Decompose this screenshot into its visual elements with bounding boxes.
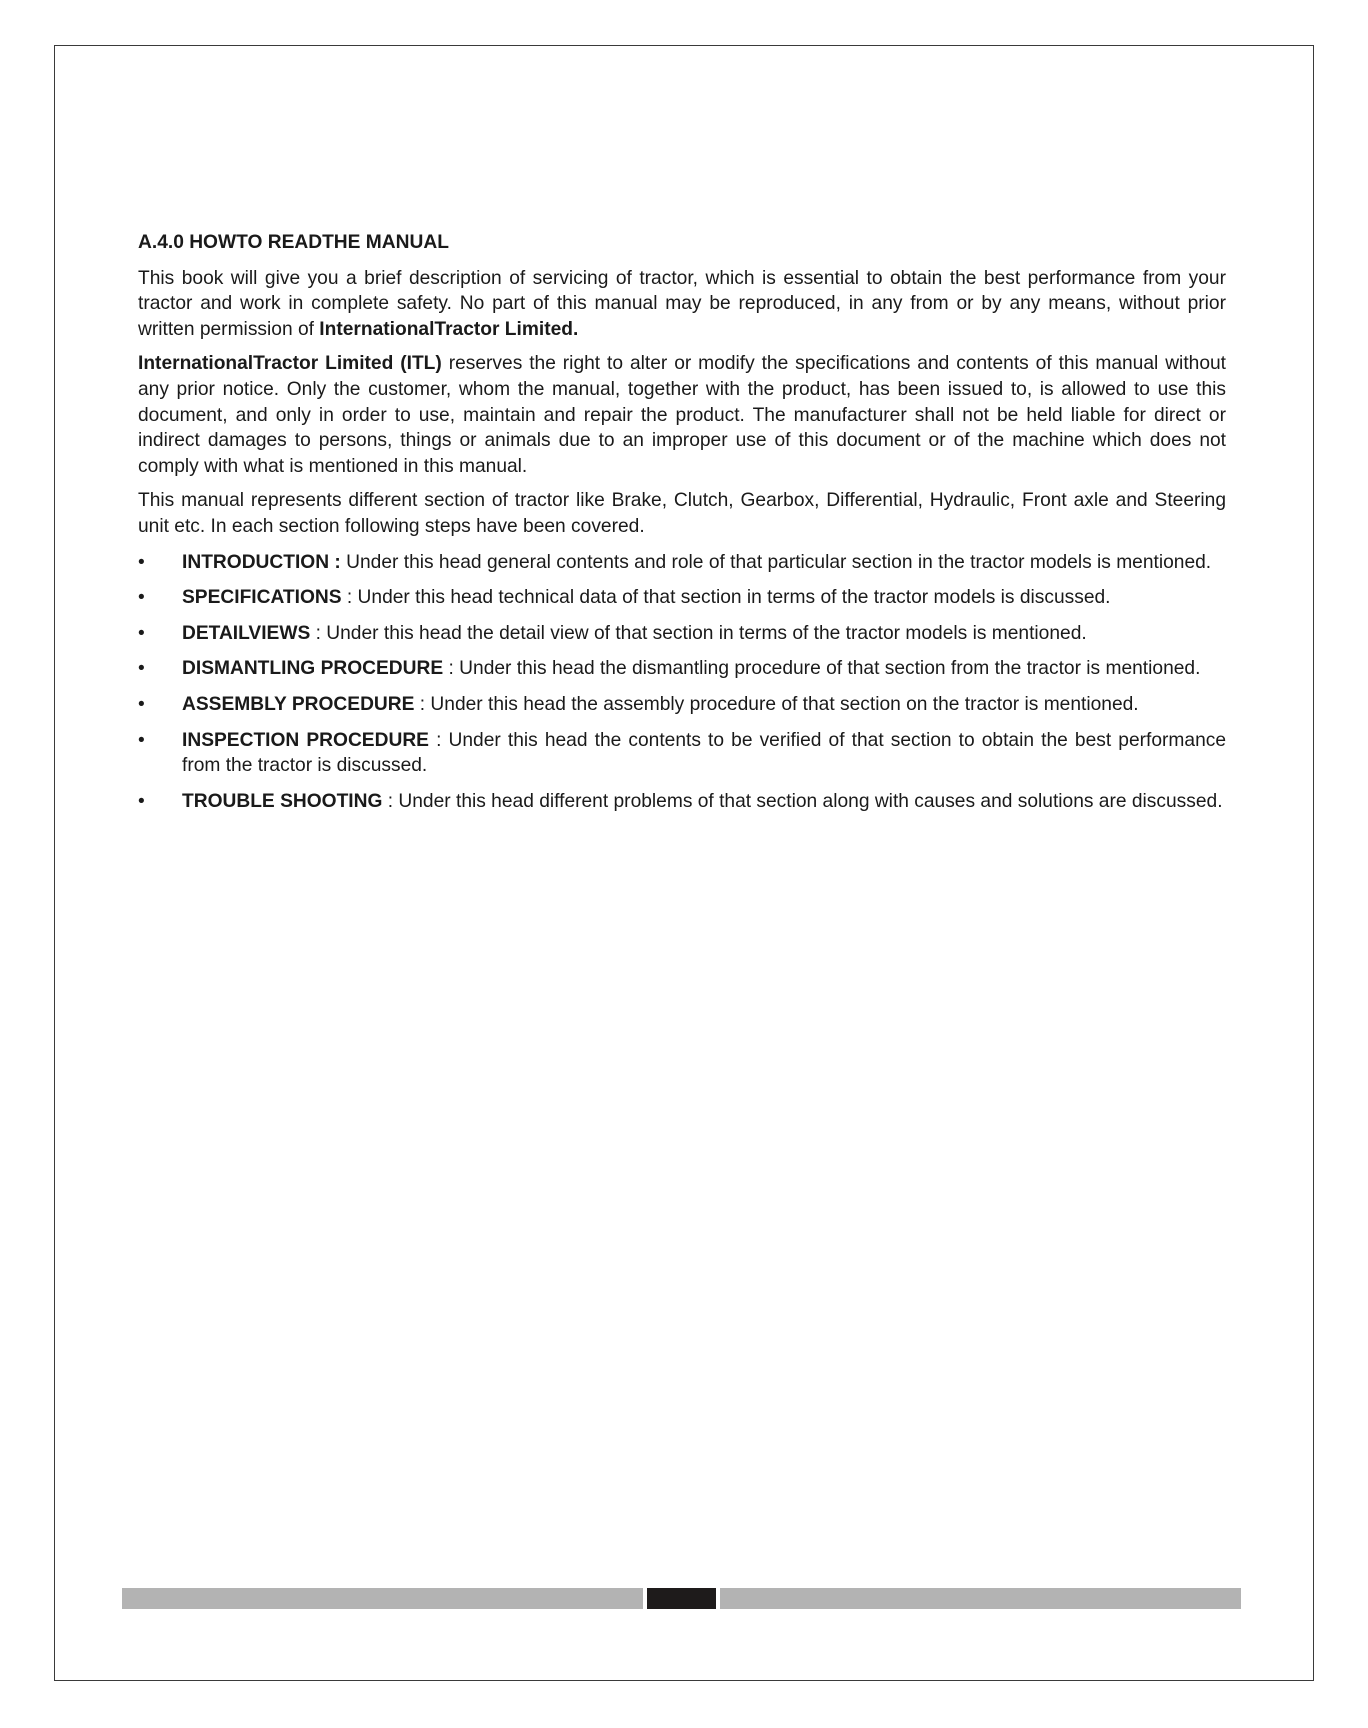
step-title: DISMANTLING PROCEDURE [182,658,444,680]
list-item [138,585,1226,611]
section-heading: A.4.0 HOWTO READTHE MANUAL [138,232,449,253]
steps-list [138,550,1226,815]
bullet: • [138,587,145,609]
footer-bar-right [720,1588,1241,1609]
footer-bar-left [122,1588,643,1609]
paragraph-rights-text: reserves the right to alter or modify the specifications and contents of this manual without any prior notice. Only the customer, whom the manual, together with the product, has been issued to, is allowed to use this document, and only in order to use, maintain and repair the product. The manufacturer shall not be held liable for direct or indirect damages to persons, things or animals due to an improper use of this document or of the machine which does not comply with what is mentioned in this manual. [138,353,1226,477]
step-title: INTRODUCTION : [182,551,341,573]
bullet: • [138,693,145,715]
bullet: • [138,551,145,573]
paragraph-intro [138,266,1226,343]
list-item [138,550,1226,576]
list-item [138,728,1226,779]
step-title: ASSEMBLY PROCEDURE [182,693,415,715]
company-name-itl-bold: InternationalTractor Limited (ITL) [138,353,442,375]
list-item [138,692,1226,718]
footer-page-block [647,1588,716,1609]
step-text: Under this head general contents and role of that particular section in the tractor models is mentioned. [340,551,1212,573]
paragraph-intro-text: This book will give you a brief description of servicing of tractor, which is essential to obtain the best performance from your tractor and work in complete safety. No part of this manual may be reproduced, in any from or by any means, without prior written permission of [138,267,1226,340]
step-text: : Under this head the contents to be verified of that section to obtain the best performance from the tractor is discussed. [182,729,1227,777]
paragraph-sections: This manual represents different section of tractor like Brake, Clutch, Gearbox, Differential, Hydraulic, Front axle and Steering unit etc. In each section following steps have been covered. [138,490,1226,537]
bullet: • [138,790,145,812]
step-text: : Under this head the dismantling procedure of that section from the tractor is mentioned. [443,658,1201,680]
list-item [138,789,1226,815]
list-item [138,621,1226,647]
step-title: TROUBLE SHOOTING [182,790,383,812]
bullet: • [138,622,145,644]
step-text: : Under this head the detail view of that section in terms of the tractor models is mentioned. [310,622,1087,644]
paragraph-rights [138,351,1226,479]
company-name-bold: InternationalTractor Limited. [319,318,579,340]
step-title: INSPECTION PROCEDURE [182,729,429,751]
step-text: : Under this head the assembly procedure of that section on the tractor is mentioned. [414,693,1139,715]
step-text: : Under this head different problems of that section along with causes and solutions are discussed. [382,790,1223,812]
step-title: SPECIFICATIONS [182,587,342,609]
bullet: • [138,729,145,751]
step-text: : Under this head technical data of that section in terms of the tractor models is discussed. [341,587,1111,609]
manual-content [138,230,1226,824]
step-title: DETAILVIEWS [182,622,311,644]
bullet: • [138,658,145,680]
list-item [138,656,1226,682]
